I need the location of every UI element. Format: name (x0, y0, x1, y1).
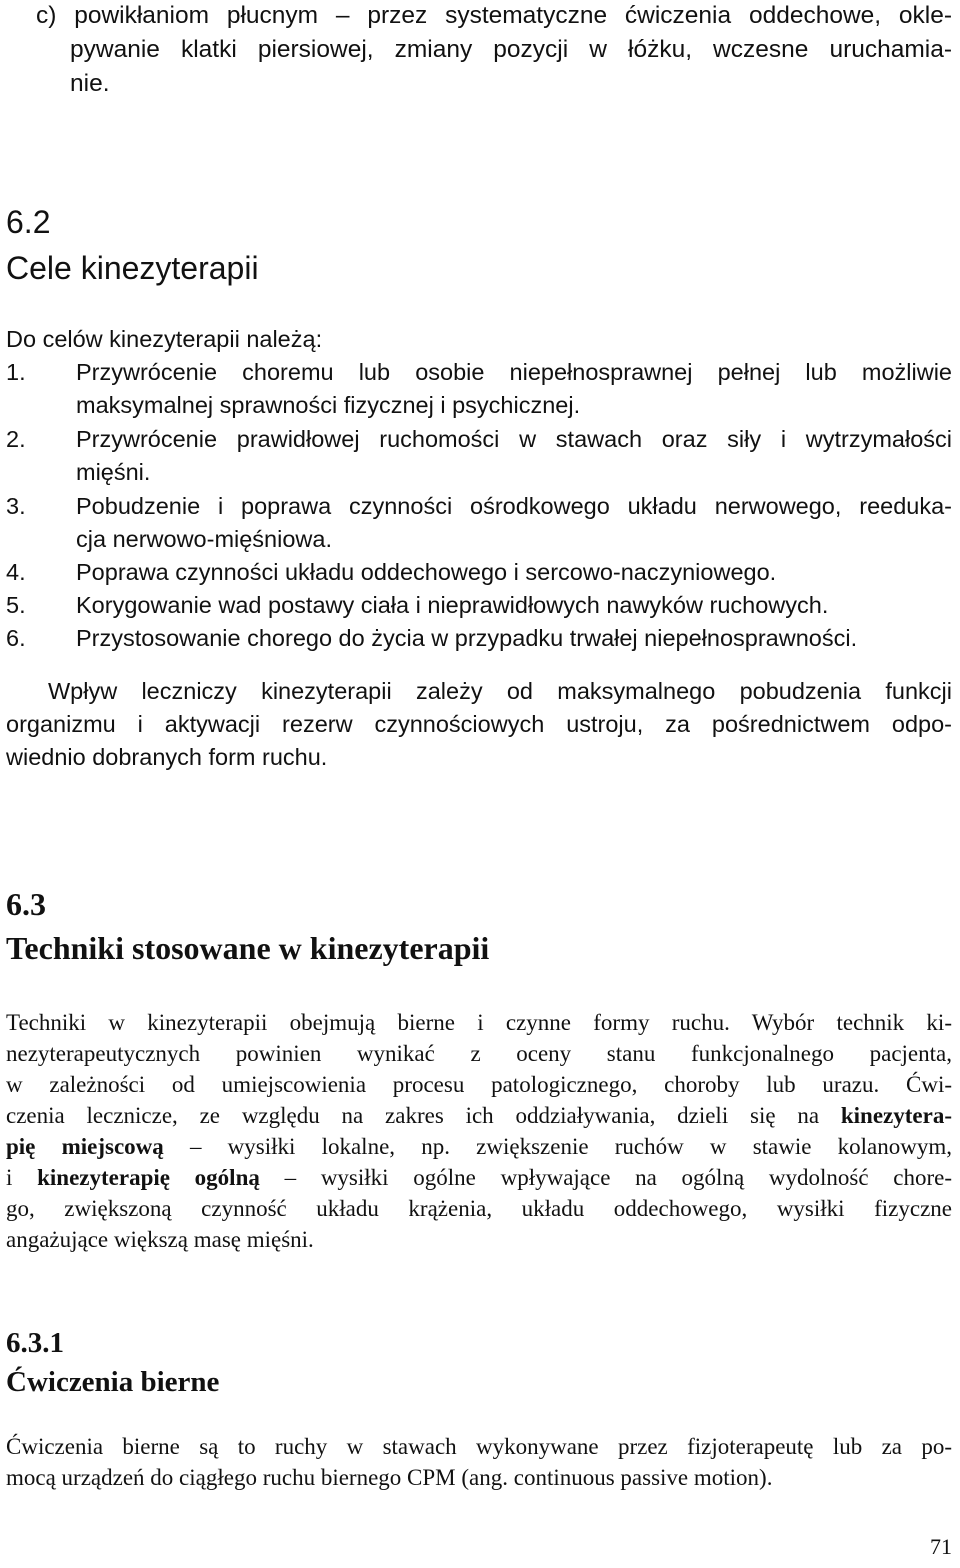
list-number: 1. (6, 359, 26, 385)
paragraph-line: angażujące większą masę mięśni. (6, 1227, 314, 1252)
paragraph-line: czenia lecznicze, ze względu na zakres ich oddziaływania, dzieli się na kinezytera- (6, 1103, 952, 1128)
paragraph-line: mocą urządzeń do ciągłego ruchu biernego CPM (ang. continuous passive motion). (6, 1465, 773, 1490)
list-item-line: Korygowanie wad postawy ciała i nieprawidłowych nawyków ruchowych. (76, 592, 829, 618)
list-number: 2. (6, 426, 26, 452)
intro-item-line-2: pywanie klatki piersiowej, zmiany pozycji w łóżku, wczesne uruchamia- (70, 36, 952, 63)
paragraph-line: Techniki w kinezyterapii obejmują bierne i czynne formy ruchu. Wybór technik ki- (6, 1010, 952, 1035)
intro-item-line-1: c) powikłaniom płucnym – przez systematyczne ćwiczenia oddechowe, okle- (36, 2, 952, 29)
paragraph-line: Wpływ leczniczy kinezyterapii zależy od maksymalnego pobudzenia funkcji (48, 678, 952, 704)
paragraph-line: w zależności od umiejscowienia procesu patologicznego, choroby lub urazu. Ćwi- (6, 1072, 952, 1097)
section-number: 6.3 (6, 886, 46, 922)
section-number: 6.3.1 (6, 1327, 64, 1359)
bold-term: kinezyterapię ogólną (37, 1165, 260, 1190)
paragraph-line: i kinezyterapię ogólną – wysiłki ogólne wpływające na ogólną wydolność chore- (6, 1165, 952, 1190)
list-item-line: Przystosowanie chorego do życia w przypadku trwałej niepełnosprawności. (76, 625, 858, 651)
paragraph-line: Ćwiczenia bierne są to ruchy w stawach wykonywane przez fizjoterapeutę lub za po- (6, 1434, 952, 1459)
list-number: 3. (6, 493, 26, 519)
list-item-line: Poprawa czynności układu oddechowego i sercowo-naczyniowego. (76, 559, 777, 585)
paragraph-line: nezyterapeutycznych powinien wynikać z oceny stanu funkcjonalnego pacjenta, (6, 1041, 952, 1066)
paragraph-line: go, zwiększoną czynność układu krążenia, układu oddechowego, wysiłki fizyczne (6, 1196, 952, 1221)
list-number: 4. (6, 559, 26, 585)
section-lead: Do celów kinezyterapii należą: (6, 326, 323, 352)
list-item-line: Przywrócenie prawidłowej ruchomości w stawach oraz siły i wytrzymałości (76, 426, 952, 452)
section-number: 6.2 (6, 204, 51, 240)
list-number: 6. (6, 625, 26, 651)
bold-term: kinezytera- (840, 1103, 952, 1128)
list-number: 5. (6, 592, 26, 618)
paragraph-line: pię miejscową – wysiłki lokalne, np. zwiększenie ruchów w stawie kolanowym, (6, 1134, 953, 1159)
list-item-line: Pobudzenie i poprawa czynności ośrodkowego układu nerwowego, reeduka- (76, 493, 952, 519)
section-title: Cele kinezyterapii (6, 250, 259, 286)
list-item-line: cja nerwowo-mięśniowa. (76, 526, 332, 552)
list-item-line: mięśni. (76, 459, 151, 485)
paragraph-line: wiednio dobranych form ruchu. (6, 744, 328, 770)
intro-item-line-3: nie. (70, 70, 110, 97)
section-title: Techniki stosowane w kinezyterapii (6, 930, 490, 966)
section-title: Ćwiczenia bierne (6, 1366, 220, 1398)
bold-term: pię miejscową (6, 1134, 164, 1159)
paragraph-line: organizmu i aktywacji rezerw czynnościowych ustroju, za pośrednictwem odpo- (6, 711, 952, 737)
list-item-line: Przywrócenie choremu lub osobie niepełnosprawnej pełnej lub możliwie (76, 359, 952, 385)
page-number: 71 (930, 1534, 952, 1559)
list-item-line: maksymalnej sprawności fizycznej i psychicznej. (76, 392, 581, 418)
